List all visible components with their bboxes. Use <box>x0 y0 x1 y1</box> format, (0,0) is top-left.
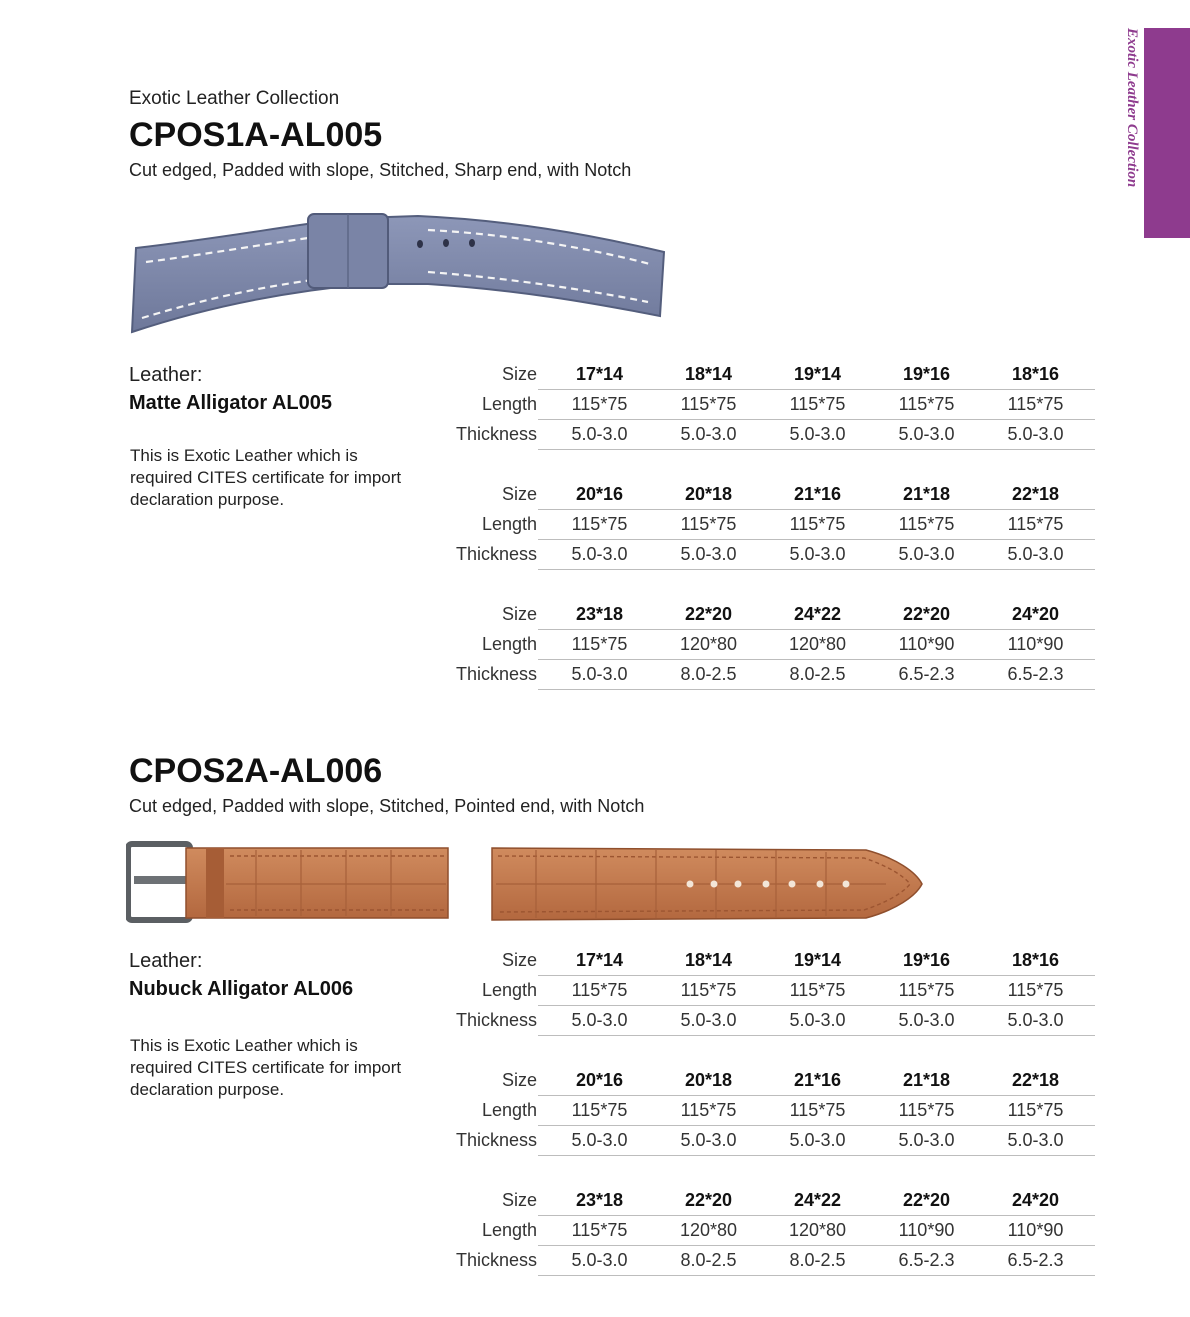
spec-cell-thickness: 5.0-3.0 <box>789 1130 846 1150</box>
side-tab-label: Exotic Leather Collection <box>1124 28 1140 188</box>
spec-row-divider <box>538 689 1095 690</box>
spec-cell-thickness: 8.0-2.5 <box>680 664 737 684</box>
spec-cell-thickness: 5.0-3.0 <box>789 544 846 564</box>
spec-cell-size: 21*18 <box>902 484 951 504</box>
spec-cell-size: 21*18 <box>902 1070 951 1090</box>
spec-group <box>440 360 1095 450</box>
product-2-model-title: CPOS2A-AL006 <box>129 752 383 790</box>
spec-row-label: Size <box>501 604 537 624</box>
spec-cell-length: 115*75 <box>789 514 846 534</box>
spec-row-label: Length <box>481 634 537 654</box>
product-1-spec-table <box>440 360 1095 720</box>
product-1-leather-caption: Leather: <box>129 364 203 386</box>
spec-cell-thickness: 5.0-3.0 <box>680 544 737 564</box>
spec-cell-thickness: 5.0-3.0 <box>1007 1010 1064 1030</box>
spec-row-length <box>440 1216 1095 1246</box>
product-2-cites-note: This is Exotic Leather which is required CITES certificate for import declaration purpose. <box>130 1036 402 1099</box>
spec-cell-size: 22*20 <box>684 604 733 624</box>
spec-cell-thickness: 5.0-3.0 <box>898 424 955 444</box>
spec-cell-length: 115*75 <box>571 980 628 1000</box>
spec-cell-size: 18*16 <box>1011 364 1060 384</box>
product-1-strap-image <box>128 200 668 340</box>
spec-cell-size: 17*14 <box>575 364 624 384</box>
spec-cell-length: 120*80 <box>679 1220 738 1240</box>
spec-row-label: Length <box>481 980 537 1000</box>
spec-cell-length: 115*75 <box>680 1100 737 1120</box>
spec-row-length <box>440 976 1095 1006</box>
spec-cell-thickness: 5.0-3.0 <box>789 1010 846 1030</box>
spec-row-length <box>440 1096 1095 1126</box>
spec-cell-size: 24*22 <box>793 1190 842 1210</box>
product-1-leather-name: Matte Alligator AL005 <box>129 392 332 414</box>
spec-cell-thickness: 5.0-3.0 <box>898 1010 955 1030</box>
spec-cell-size: 24*20 <box>1011 1190 1060 1210</box>
spec-row-label: Length <box>481 514 537 534</box>
spec-row-label: Thickness <box>455 664 537 684</box>
spec-row-label: Thickness <box>455 1250 537 1270</box>
spec-cell-size: 22*20 <box>902 1190 951 1210</box>
spec-cell-size: 18*14 <box>684 950 733 970</box>
spec-row-label: Length <box>481 394 537 414</box>
spec-cell-thickness: 5.0-3.0 <box>571 1130 628 1150</box>
spec-cell-size: 20*16 <box>575 1070 624 1090</box>
spec-cell-thickness: 5.0-3.0 <box>898 544 955 564</box>
spec-row-thickness <box>440 1006 1095 1036</box>
spec-cell-thickness: 6.5-2.3 <box>898 1250 955 1270</box>
spec-cell-length: 115*75 <box>680 514 737 534</box>
spec-row-size <box>440 360 1095 390</box>
spec-row-label: Size <box>501 484 537 504</box>
spec-cell-length: 110*90 <box>1007 634 1064 654</box>
spec-row-size <box>440 1186 1095 1216</box>
spec-row-thickness <box>440 660 1095 690</box>
spec-row-label: Length <box>481 1100 537 1120</box>
spec-cell-length: 110*90 <box>898 1220 955 1240</box>
spec-cell-size: 24*22 <box>793 604 842 624</box>
spec-row-divider <box>538 569 1095 570</box>
spec-group <box>440 946 1095 1036</box>
spec-row-thickness <box>440 1246 1095 1276</box>
side-tab-bar <box>1144 28 1190 238</box>
spec-cell-size: 21*16 <box>793 484 842 504</box>
spec-row-divider <box>538 1035 1095 1036</box>
spec-row-label: Thickness <box>455 424 537 444</box>
spec-cell-thickness: 6.5-2.3 <box>1007 664 1064 684</box>
spec-group <box>440 480 1095 570</box>
spec-cell-length: 115*75 <box>571 1100 628 1120</box>
spec-cell-thickness: 8.0-2.5 <box>680 1250 737 1270</box>
spec-cell-size: 20*18 <box>684 1070 733 1090</box>
spec-cell-size: 19*14 <box>793 364 842 384</box>
spec-row-label: Thickness <box>455 1010 537 1030</box>
spec-cell-length: 120*80 <box>788 1220 847 1240</box>
spec-cell-size: 24*20 <box>1011 604 1060 624</box>
spec-cell-size: 20*16 <box>575 484 624 504</box>
spec-cell-thickness: 5.0-3.0 <box>789 424 846 444</box>
spec-cell-size: 17*14 <box>575 950 624 970</box>
spec-cell-length: 115*75 <box>898 394 955 414</box>
product-1-description: Cut edged, Padded with slope, Stitched, Sharp end, with Notch <box>129 160 632 180</box>
spec-cell-thickness: 5.0-3.0 <box>571 1010 628 1030</box>
spec-cell-size: 19*16 <box>902 364 951 384</box>
spec-cell-length: 115*75 <box>898 1100 955 1120</box>
product-1-model-title: CPOS1A-AL005 <box>129 116 383 154</box>
spec-cell-thickness: 5.0-3.0 <box>571 664 628 684</box>
spec-cell-thickness: 5.0-3.0 <box>680 1010 737 1030</box>
spec-cell-size: 23*18 <box>575 604 624 624</box>
spec-cell-size: 21*16 <box>793 1070 842 1090</box>
spec-cell-size: 22*18 <box>1011 1070 1060 1090</box>
spec-cell-length: 115*75 <box>789 980 846 1000</box>
spec-cell-size: 19*14 <box>793 950 842 970</box>
product-1-cites-note: This is Exotic Leather which is required CITES certificate for import declaration purpose. <box>130 446 402 509</box>
spec-row-divider <box>538 449 1095 450</box>
spec-row-thickness <box>440 540 1095 570</box>
spec-row-label: Size <box>501 364 537 384</box>
product-2-strap-image <box>126 840 926 926</box>
spec-cell-thickness: 8.0-2.5 <box>789 1250 846 1270</box>
spec-group <box>440 600 1095 690</box>
spec-row-size <box>440 480 1095 510</box>
spec-cell-thickness: 8.0-2.5 <box>789 664 846 684</box>
spec-row-label: Size <box>501 1190 537 1210</box>
spec-row-thickness <box>440 1126 1095 1156</box>
spec-group <box>440 1186 1095 1276</box>
spec-row-label: Length <box>481 1220 537 1240</box>
spec-cell-length: 115*75 <box>571 394 628 414</box>
spec-cell-size: 22*20 <box>684 1190 733 1210</box>
spec-row-length <box>440 630 1095 660</box>
spec-row-label: Size <box>501 1070 537 1090</box>
spec-cell-length: 115*75 <box>571 1220 628 1240</box>
spec-cell-length: 115*75 <box>571 514 628 534</box>
spec-row-size <box>440 1066 1095 1096</box>
spec-cell-size: 22*20 <box>902 604 951 624</box>
spec-row-size <box>440 600 1095 630</box>
product-2-spec-table <box>440 946 1095 1306</box>
spec-row-label: Thickness <box>455 1130 537 1150</box>
spec-cell-thickness: 5.0-3.0 <box>680 1130 737 1150</box>
spec-cell-size: 20*18 <box>684 484 733 504</box>
spec-cell-thickness: 5.0-3.0 <box>680 424 737 444</box>
spec-cell-size: 18*16 <box>1011 950 1060 970</box>
spec-row-length <box>440 390 1095 420</box>
spec-cell-length: 115*75 <box>1007 980 1064 1000</box>
spec-cell-length: 115*75 <box>898 514 955 534</box>
spec-cell-thickness: 5.0-3.0 <box>571 544 628 564</box>
spec-cell-length: 115*75 <box>571 634 628 654</box>
spec-row-size <box>440 946 1095 976</box>
spec-row-length <box>440 510 1095 540</box>
spec-cell-thickness: 5.0-3.0 <box>1007 424 1064 444</box>
spec-cell-length: 115*75 <box>1007 514 1064 534</box>
spec-cell-size: 22*18 <box>1011 484 1060 504</box>
product-2-leather-name: Nubuck Alligator AL006 <box>129 978 354 1000</box>
spec-cell-thickness: 5.0-3.0 <box>1007 1130 1064 1150</box>
spec-cell-size: 18*14 <box>684 364 733 384</box>
spec-cell-length: 115*75 <box>789 394 846 414</box>
spec-cell-length: 115*75 <box>898 980 955 1000</box>
product-2-description: Cut edged, Padded with slope, Stitched, Pointed end, with Notch <box>129 796 645 816</box>
spec-cell-size: 23*18 <box>575 1190 624 1210</box>
spec-cell-length: 115*75 <box>1007 1100 1064 1120</box>
spec-row-thickness <box>440 420 1095 450</box>
spec-cell-thickness: 5.0-3.0 <box>898 1130 955 1150</box>
collection-kicker: Exotic Leather Collection <box>129 88 340 109</box>
spec-group <box>440 1066 1095 1156</box>
spec-row-divider <box>538 1275 1095 1276</box>
spec-cell-length: 115*75 <box>1007 394 1064 414</box>
spec-cell-length: 110*90 <box>898 634 955 654</box>
spec-cell-length: 115*75 <box>680 980 737 1000</box>
spec-cell-length: 110*90 <box>1007 1220 1064 1240</box>
spec-cell-length: 115*75 <box>680 394 737 414</box>
spec-row-label: Thickness <box>455 544 537 564</box>
spec-cell-length: 115*75 <box>789 1100 846 1120</box>
spec-cell-length: 120*80 <box>679 634 738 654</box>
spec-cell-thickness: 6.5-2.3 <box>898 664 955 684</box>
spec-row-label: Size <box>501 950 537 970</box>
spec-cell-thickness: 5.0-3.0 <box>571 1250 628 1270</box>
spec-row-divider <box>538 1155 1095 1156</box>
spec-cell-thickness: 5.0-3.0 <box>571 424 628 444</box>
spec-cell-thickness: 5.0-3.0 <box>1007 544 1064 564</box>
spec-cell-length: 120*80 <box>788 634 847 654</box>
product-2-leather-caption: Leather: <box>129 950 203 972</box>
spec-cell-thickness: 6.5-2.3 <box>1007 1250 1064 1270</box>
spec-cell-size: 19*16 <box>902 950 951 970</box>
